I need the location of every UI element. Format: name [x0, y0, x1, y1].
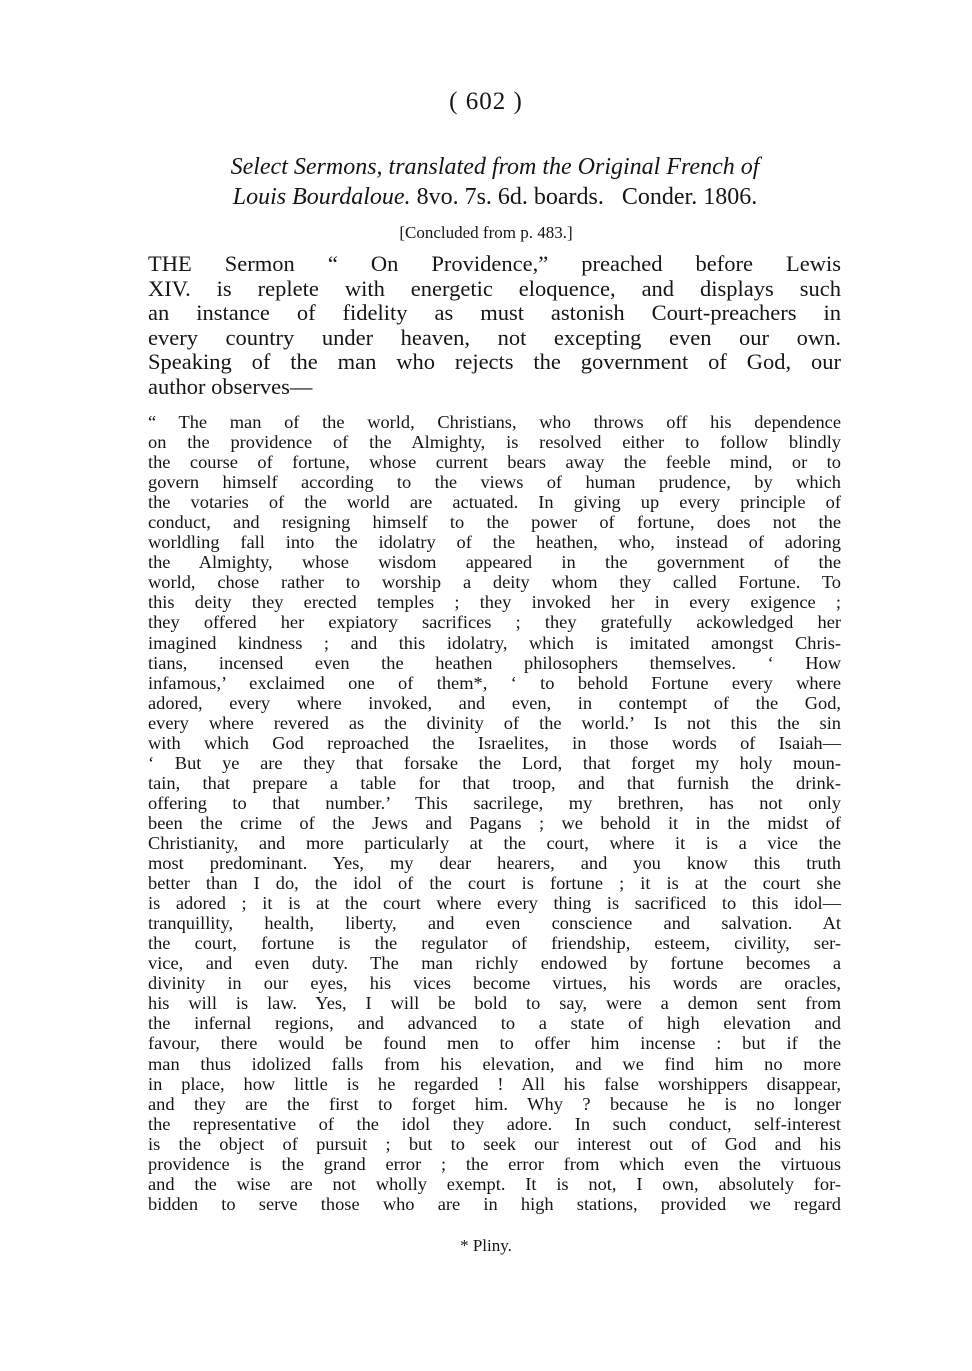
intro-line: THE Sermon “ On Providence,” preached before Lewis — [148, 251, 841, 276]
quote-line: tain, that prepare a table for that troop, and that furnish the drink- — [148, 772, 841, 793]
quote-line: his will is law. Yes, I will be bold to say, were a demon sent from — [148, 993, 841, 1014]
quote-line: conduct, and resigning himself to the power of fortune, does not the — [148, 512, 841, 533]
quote-line: with which God reproached the Israelites, in those words of Isaiah— — [148, 732, 841, 753]
review-title — [140, 152, 850, 212]
quote-line: infamous,’ exclaimed one of them*, ‘ to behold Fortune every where — [148, 672, 841, 693]
quote-line: divinity in our eyes, his vices become virtues, his words are oracles, — [148, 973, 841, 994]
title-publication-details: 8vo. 7s. 6d. boards. Conder. 1806. — [410, 184, 758, 210]
concluded-note: [Concluded from p. 483.] — [399, 223, 573, 242]
title-line-2 — [140, 182, 850, 212]
quote-line: they offered her expiatory sacrifices ; they gratefully ackowledged her — [148, 612, 841, 633]
quote-line: the votaries of the world are actuated. In giving up every principle of — [148, 492, 841, 513]
quote-line: Christianity, and more particularly at the court, where it is a vice the — [148, 832, 841, 853]
intro-line: every country under heaven, not excepting even our own. — [148, 324, 841, 350]
quote-line: the infernal regions, and advanced to a state of high elevation and — [148, 1013, 841, 1034]
intro-line: XIV. is replete with energetic eloquence, and displays such — [148, 275, 841, 301]
quote-line: vice, and even duty. The man richly endowed by fortune becomes a — [148, 953, 841, 974]
intro-line: author observes— — [148, 373, 313, 399]
quote-line: bidden to serve those who are in high stations, provided we regard — [148, 1193, 841, 1214]
title-author: Louis Bourdaloue. — [232, 184, 411, 210]
quote-line: the representative of the idol they adore. In such conduct, self-interest — [148, 1113, 841, 1134]
quote-line: the court, fortune is the regulator of friendship, esteem, civility, ser- — [148, 933, 841, 954]
intro-paragraph — [148, 252, 841, 400]
title-line-1: Select Sermons, translated from the Original French of — [230, 154, 760, 180]
intro-line: Speaking of the man who rejects the government of God, our — [148, 349, 841, 375]
quote-line: and the wise are not wholly exempt. It is not, I own, absolutely for- — [148, 1173, 841, 1194]
quote-line: every where revered as the divinity of the world.’ Is not this the sin — [148, 712, 841, 733]
quote-line: been the crime of the Jews and Pagans ; we behold it in the midst of — [148, 812, 841, 833]
quote-line: and they are the first to forget him. Why ? because he is no longer — [148, 1093, 841, 1114]
quote-line: better than I do, the idol of the court is fortune ; it is at the court she — [148, 873, 841, 894]
quote-line: is adored ; it is at the court where every thing is sacrificed to this idol— — [148, 893, 841, 914]
quote-line: man thus idolized falls from his elevation, and we find him no more — [148, 1053, 841, 1074]
quote-line: the Almighty, whose wisdom appeared in the government of the — [148, 552, 841, 573]
quoted-passage — [148, 412, 841, 1214]
page-number: ( 602 ) — [449, 88, 523, 115]
intro-line: an instance of fidelity as must astonish Court-preachers in — [148, 300, 841, 326]
quote-line: ‘ But ye are they that forsake the Lord, that forget my holy moun- — [148, 752, 841, 773]
quote-line: on the providence of the Almighty, is resolved either to follow blindly — [148, 432, 841, 453]
quote-line: tians, incensed even the heathen philosophers themselves. ‘ How — [148, 652, 841, 673]
footnote: * Pliny. — [460, 1236, 512, 1255]
quote-line: “ The man of the world, Christians, who throws off his dependence — [148, 412, 841, 432]
quote-line: this deity they erected temples ; they invoked her in every exigence ; — [148, 592, 841, 613]
quote-line: in place, how little is he regarded ! All his false worshippers disappear, — [148, 1073, 841, 1094]
quote-line: the course of fortune, whose current bears away the feeble mind, or to — [148, 452, 841, 473]
quote-line: imagined kindness ; and this idolatry, which is imitated amongst Chris- — [148, 632, 841, 653]
quote-line: favour, there would be found men to offer him incense : but if the — [148, 1033, 841, 1054]
quote-line: world, chose rather to worship a deity whom they called Fortune. To — [148, 572, 841, 593]
quote-line: govern himself according to the views of human prudence, by which — [148, 472, 841, 493]
quote-line: is the object of pursuit ; but to seek our interest out of God and his — [148, 1133, 841, 1154]
quote-line: adored, every where invoked, and even, in contempt of the God, — [148, 692, 841, 713]
quote-line: tranquillity, health, liberty, and even conscience and salvation. At — [148, 913, 841, 934]
quote-line: most predominant. Yes, my dear hearers, and you know this truth — [148, 853, 841, 874]
quote-line: providence is the grand error ; the error from which even the virtuous — [148, 1153, 841, 1174]
quote-line: worldling fall into the idolatry of the heathen, who, instead of adoring — [148, 532, 841, 553]
quote-line: offering to that number.’ This sacrilege, my brethren, has not only — [148, 792, 841, 813]
